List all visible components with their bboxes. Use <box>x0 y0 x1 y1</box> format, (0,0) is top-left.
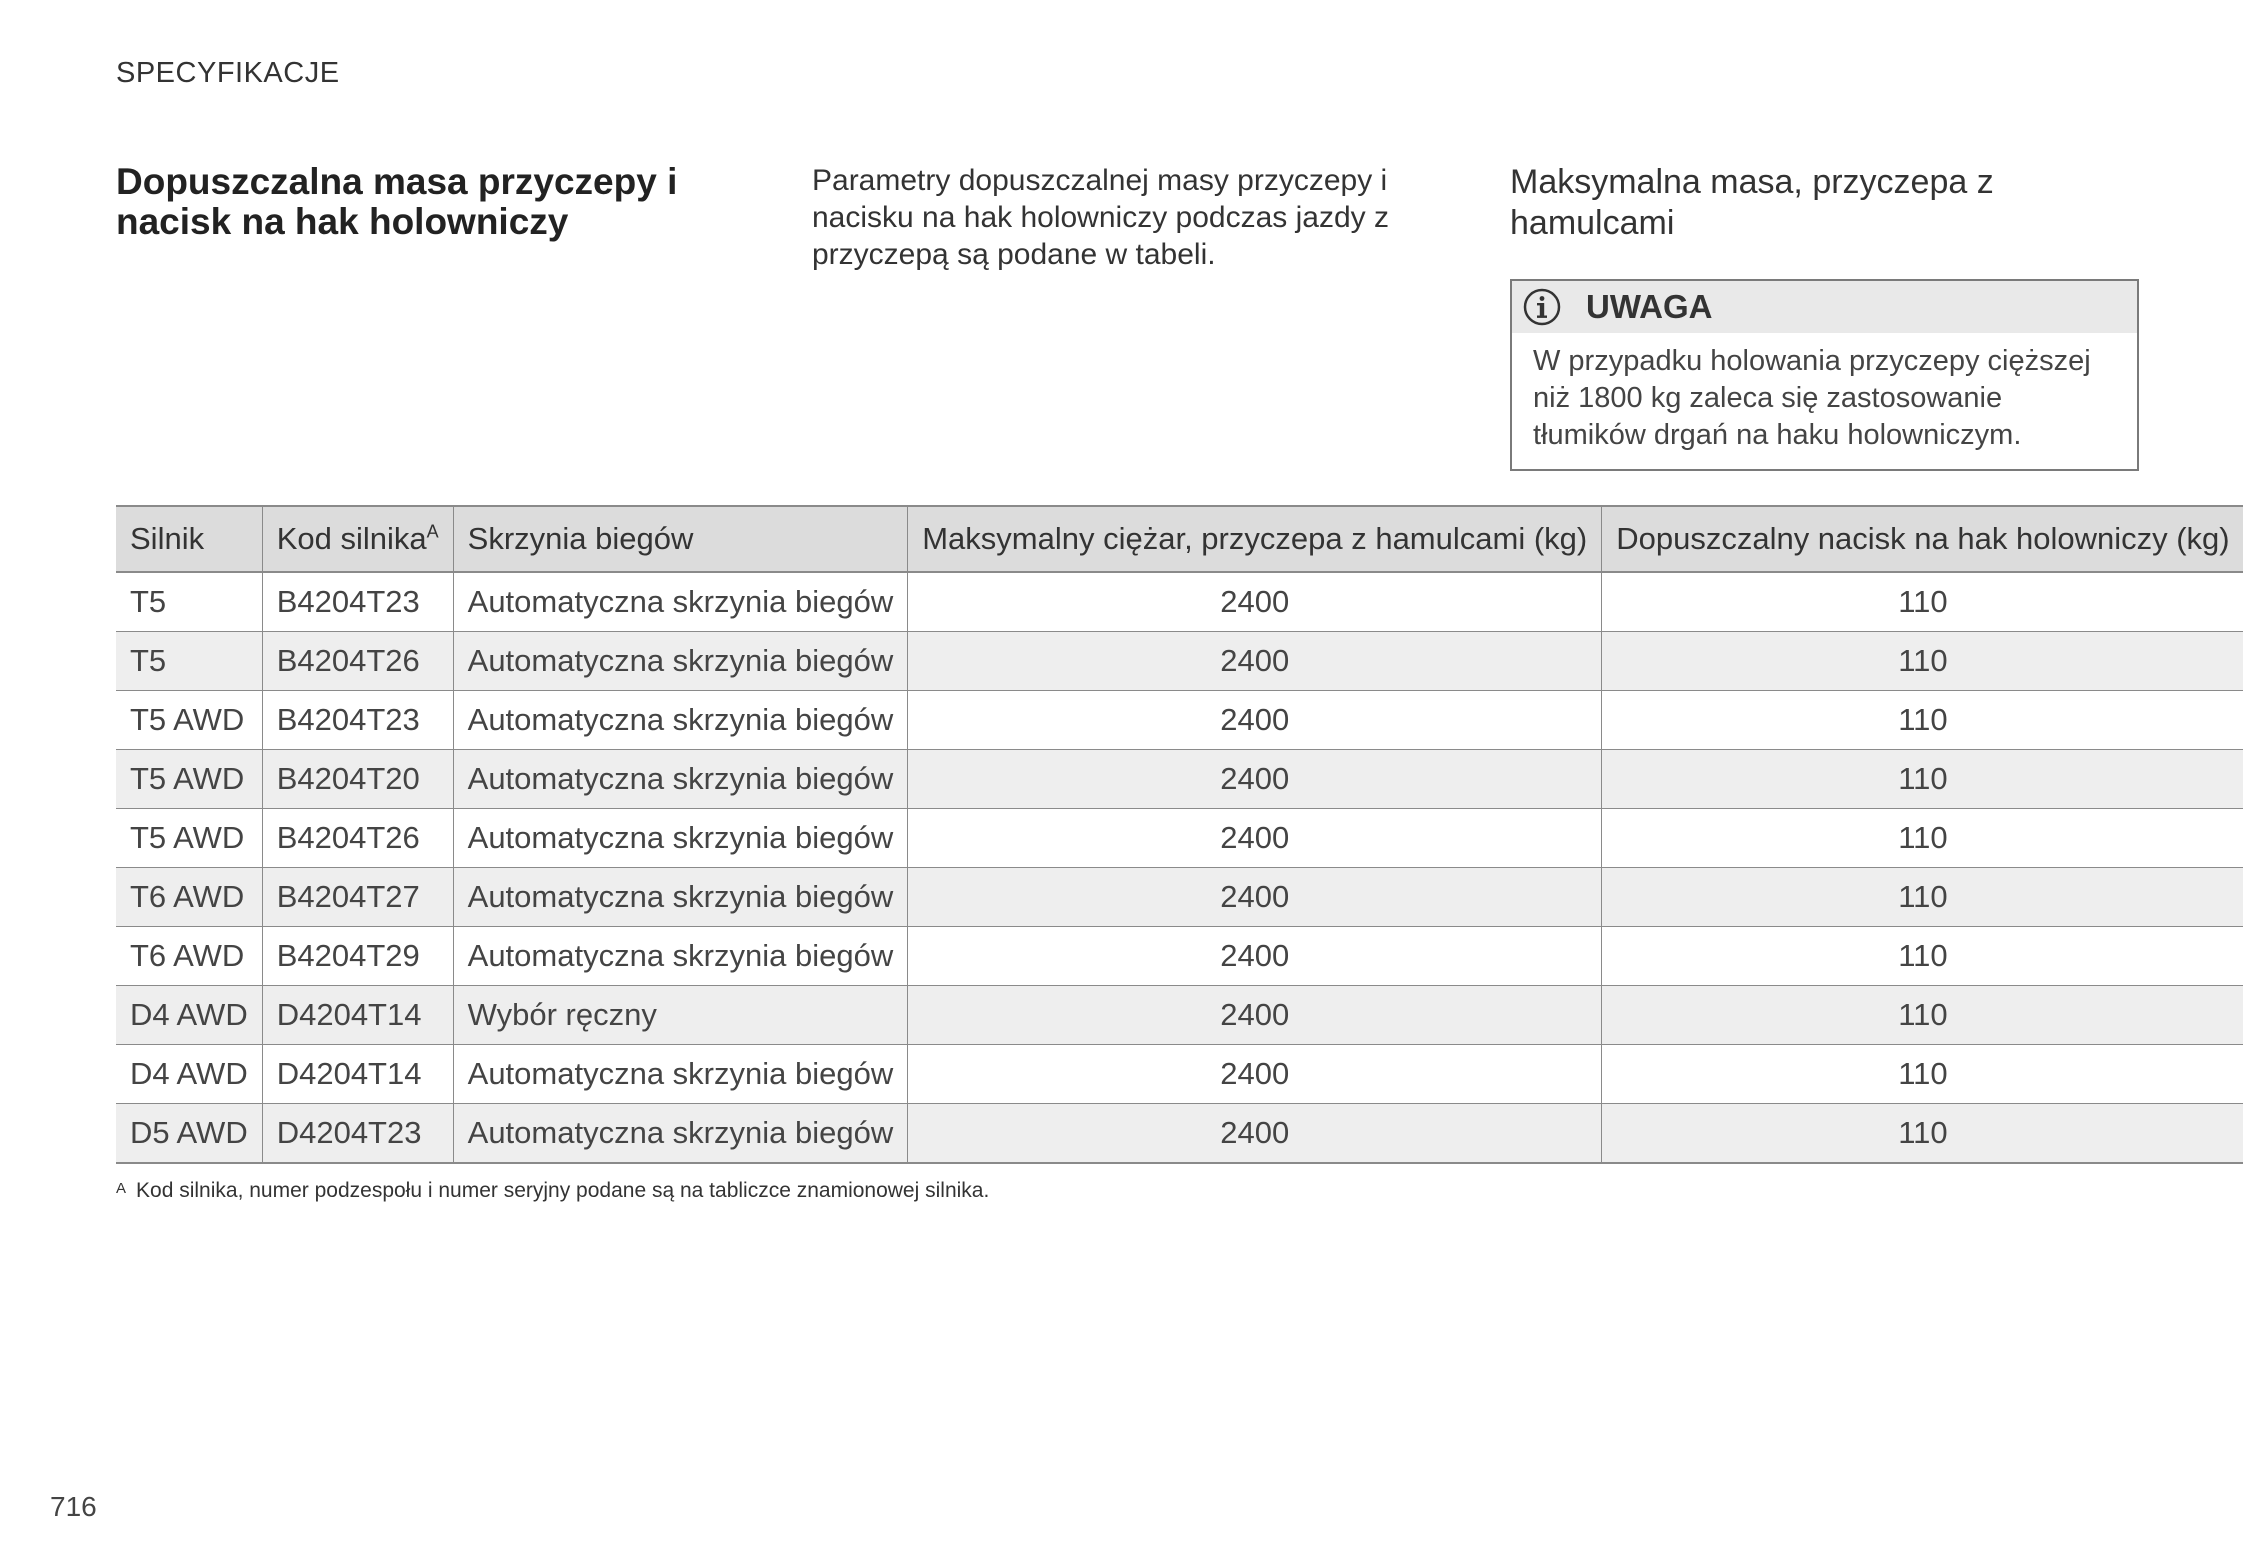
cell-engine: T5 <box>116 632 262 691</box>
cell-hitch-load: 110 <box>1602 691 2243 750</box>
cell-engine-code: B4204T29 <box>262 927 453 986</box>
cell-hitch-load: 110 <box>1602 868 2243 927</box>
header-engine-code-label: Kod silnika <box>276 521 427 556</box>
cell-max-weight: 2400 <box>908 632 1602 691</box>
cell-gearbox: Automatyczna skrzynia biegów <box>453 750 908 809</box>
cell-hitch-load: 110 <box>1602 750 2243 809</box>
cell-gearbox: Automatyczna skrzynia biegów <box>453 632 908 691</box>
footnote-text: Kod silnika, numer podzespołu i numer seryjny podane są na tabliczce znamionowej silnika. <box>136 1179 990 1202</box>
footnote-ref: A <box>426 521 439 542</box>
table-row <box>116 572 2243 632</box>
table-row <box>116 1104 2243 1164</box>
cell-engine: T5 AWD <box>116 691 262 750</box>
cell-engine-code: D4204T14 <box>262 1045 453 1104</box>
page-number: 716 <box>50 1491 97 1522</box>
cell-engine-code: B4204T20 <box>262 750 453 809</box>
cell-max-weight: 2400 <box>908 868 1602 927</box>
cell-hitch-load: 110 <box>1602 927 2243 986</box>
cell-engine-code: B4204T26 <box>262 632 453 691</box>
cell-engine: T5 AWD <box>116 750 262 809</box>
cell-gearbox: Wybór ręczny <box>453 986 908 1045</box>
cell-hitch-load: 110 <box>1602 809 2243 868</box>
table-row <box>116 809 2243 868</box>
cell-hitch-load: 110 <box>1602 572 2243 632</box>
cell-engine: D4 AWD <box>116 1045 262 1104</box>
cell-engine-code: D4204T14 <box>262 986 453 1045</box>
page-title: Dopuszczalna masa przyczepy i nacisk na hak holowniczy <box>116 161 678 242</box>
cell-max-weight: 2400 <box>908 1104 1602 1164</box>
towing-spec-table <box>116 505 2243 1164</box>
cell-hitch-load: 110 <box>1602 632 2243 691</box>
header-engine-code <box>262 506 453 572</box>
cell-engine: T5 AWD <box>116 809 262 868</box>
cell-gearbox: Automatyczna skrzynia biegów <box>453 1104 908 1164</box>
footnote-mark: A <box>116 1180 127 1197</box>
cell-engine: T5 <box>116 572 262 632</box>
table-row <box>116 750 2243 809</box>
cell-hitch-load: 110 <box>1602 1045 2243 1104</box>
cell-engine-code: B4204T27 <box>262 868 453 927</box>
header-max-weight: Maksymalny ciężar, przyczepa z hamulcami (kg) <box>908 506 1602 572</box>
cell-engine-code: B4204T26 <box>262 809 453 868</box>
cell-gearbox: Automatyczna skrzynia biegów <box>453 927 908 986</box>
table-header-row <box>116 506 2243 572</box>
cell-max-weight: 2400 <box>908 986 1602 1045</box>
header-engine: Silnik <box>116 506 262 572</box>
footnote <box>116 1179 989 1203</box>
cell-engine: T6 AWD <box>116 927 262 986</box>
note-title: UWAGA <box>1586 288 1713 325</box>
cell-engine-code: D4204T23 <box>262 1104 453 1164</box>
cell-max-weight: 2400 <box>908 691 1602 750</box>
intro-description: Parametry dopuszczalnej masy przyczepy i nacisku na hak holowniczy podczas jazdy z przyczepą są podane w tabeli. <box>812 164 1389 271</box>
cell-engine-code: B4204T23 <box>262 691 453 750</box>
table-row <box>116 986 2243 1045</box>
cell-engine: D4 AWD <box>116 986 262 1045</box>
cell-max-weight: 2400 <box>908 927 1602 986</box>
header-gearbox: Skrzynia biegów <box>453 506 908 572</box>
cell-gearbox: Automatyczna skrzynia biegów <box>453 572 908 632</box>
note-box <box>1510 279 2139 471</box>
cell-engine: D5 AWD <box>116 1104 262 1164</box>
cell-max-weight: 2400 <box>908 1045 1602 1104</box>
cell-gearbox: Automatyczna skrzynia biegów <box>453 868 908 927</box>
cell-hitch-load: 110 <box>1602 986 2243 1045</box>
table-row <box>116 691 2243 750</box>
table-row <box>116 868 2243 927</box>
info-icon <box>1522 287 1562 327</box>
table-row <box>116 632 2243 691</box>
cell-gearbox: Automatyczna skrzynia biegów <box>453 809 908 868</box>
section-label: SPECYFIKACJE <box>116 57 340 89</box>
cell-max-weight: 2400 <box>908 809 1602 868</box>
cell-engine: T6 AWD <box>116 868 262 927</box>
table-row <box>116 1045 2243 1104</box>
cell-max-weight: 2400 <box>908 750 1602 809</box>
cell-engine-code: B4204T23 <box>262 572 453 632</box>
cell-hitch-load: 110 <box>1602 1104 2243 1164</box>
cell-gearbox: Automatyczna skrzynia biegów <box>453 1045 908 1104</box>
note-text: W przypadku holowania przyczepy cięższej niż 1800 kg zaleca się zastosowanie tłumików drgań na haku holowniczym. <box>1533 345 2091 451</box>
cell-max-weight: 2400 <box>908 572 1602 632</box>
header-hitch-load: Dopuszczalny nacisk na hak holowniczy (kg) <box>1602 506 2243 572</box>
table-row <box>116 927 2243 986</box>
cell-gearbox: Automatyczna skrzynia biegów <box>453 691 908 750</box>
section-subtitle: Maksymalna masa, przyczepa z hamulcami <box>1510 163 1994 242</box>
note-header <box>1512 281 2137 333</box>
